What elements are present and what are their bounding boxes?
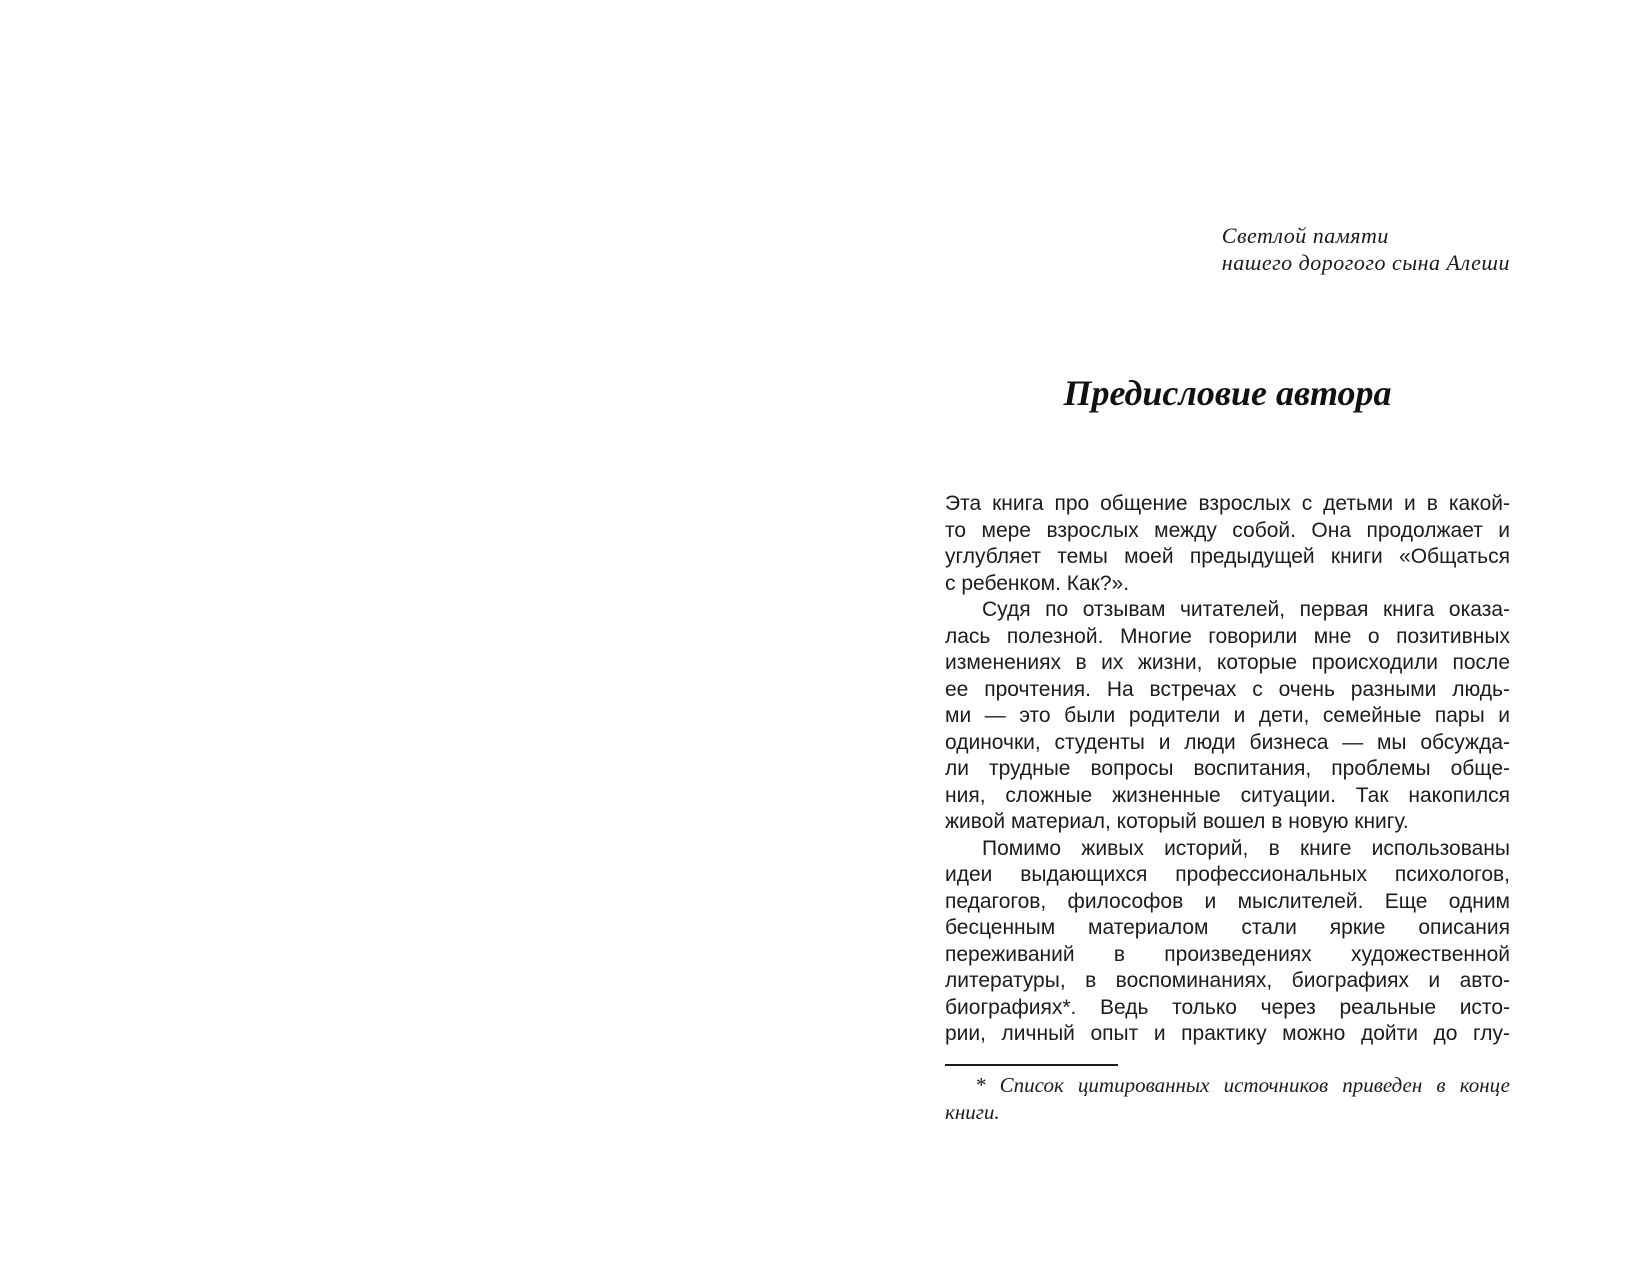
text-line: литературы, в воспоминаниях, биографиях и авто- (945, 969, 1510, 992)
text-line: с ребенком. Как?». (945, 571, 1130, 595)
text-line: изменениях в их жизни, которые происходили после (945, 651, 1510, 674)
text-line: ния, сложные жизненные ситуации. Так накопился (945, 783, 1510, 807)
text-line: биографиях*. Ведь только через реальные исто- (945, 995, 1510, 1019)
body-text (945, 491, 1510, 1048)
text-line: Помимо живых историй, в книге использованы (982, 836, 1510, 860)
text-line: Судя по отзывам читателей, первая книга оказа- (982, 598, 1510, 621)
chapter-title: Предисловие автора (1063, 373, 1392, 413)
text-line: углубляет темы моей предыдущей книги «Общаться (945, 545, 1510, 568)
text-line: ли трудные вопросы воспитания, проблемы обще- (945, 757, 1510, 780)
text-line: одиночки, студенты и люди бизнеса — мы обсужда- (945, 730, 1510, 754)
text-line: педагогов, философов и мыслителей. Еще одним (945, 889, 1510, 913)
dedication (1222, 222, 1510, 276)
footnote (945, 1072, 1510, 1126)
text-line: нашего дорогого сына Алеши (1221, 250, 1510, 275)
text-line: ми — это были родители и дети, семейные пары и (945, 704, 1510, 727)
text-line: лась полезной. Многие говорили мне о позитивных (945, 624, 1510, 648)
footnote-divider (945, 1064, 1118, 1066)
text-line: Светлой памяти (1221, 223, 1389, 248)
text-line: * Список цитированных источников приведен в конце (975, 1073, 1510, 1097)
text-line: переживаний в произведениях художественной (945, 942, 1510, 966)
text-line: то мере взрослых между собой. Она продолжает и (945, 518, 1510, 542)
text-line: идеи выдающихся профессиональных психологов, (945, 863, 1510, 886)
text-line: книги. (945, 1100, 1000, 1124)
text-line: живой материал, который вошел в новую книгу. (945, 810, 1409, 833)
text-line: ее прочтения. На встречах с очень разными людь- (945, 677, 1510, 701)
text-line: бесценным материалом стали яркие описания (945, 916, 1510, 939)
text-line: рии, личный опыт и практику можно дойти до глу- (945, 1022, 1510, 1045)
text-line: Эта книга про общение взрослых с детьми и в какой- (945, 492, 1510, 515)
